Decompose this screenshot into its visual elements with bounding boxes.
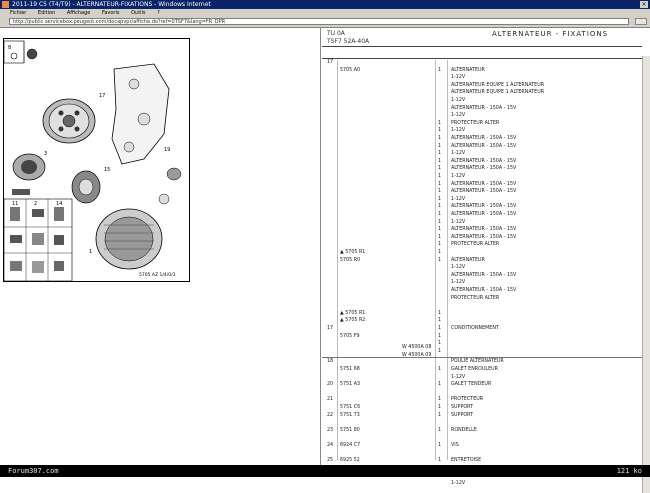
table-cell-desc: PROTECTEUR xyxy=(451,397,484,403)
table-cell-q: 1 xyxy=(438,397,442,403)
table-cell-code: 5751 A3 xyxy=(340,382,361,388)
table-cell-desc: GALET ENROULEUR xyxy=(451,367,498,372)
table-cell-desc: ALTERNATEUR - 150A - 15V xyxy=(451,105,517,111)
diagram-label: 1 xyxy=(89,249,93,255)
table-cell-desc: 1-12V xyxy=(451,265,466,271)
table-cell-q: 1 xyxy=(438,189,442,195)
table-cell-num: 22 xyxy=(327,412,334,418)
status-bar xyxy=(0,465,650,477)
go-button[interactable] xyxy=(635,18,647,25)
table-cell-desc: ALTERNATEUR - 150A - 15V xyxy=(451,158,517,164)
small-parts-grid xyxy=(4,199,72,281)
table-cell-q: 1 xyxy=(438,443,442,448)
table-cell-desc: 1-12V xyxy=(451,481,466,486)
status-left: Forum307.com xyxy=(8,467,59,475)
table-cell-q: 1 xyxy=(438,412,442,418)
menu-item-help[interactable]: ? xyxy=(157,10,160,16)
tensioner-graphic xyxy=(12,154,45,195)
table-cell-desc: 1-12V xyxy=(451,75,466,81)
table-cell-desc: ENTRETOISE xyxy=(451,458,482,464)
close-icon[interactable]: × xyxy=(641,1,647,8)
table-cell-desc: ALTERNATEUR - 150A - 15V xyxy=(451,212,517,217)
diagram-label: 15 xyxy=(104,167,111,173)
table-cell-code: 5751 73 xyxy=(340,412,360,418)
table-row[interactable] xyxy=(322,481,642,489)
table-cell-q: 1 xyxy=(438,250,442,255)
reference-label: W 4500A 09 xyxy=(402,353,432,358)
table-cell-desc: ALTERNATEUR EQUIPE 1 ALTERNATEUR xyxy=(451,90,545,96)
parts-title: ALTERNATEUR - FIXATIONS xyxy=(492,30,609,38)
table-cell-code: 5751 80 xyxy=(340,427,360,433)
diagram-label: 19 xyxy=(164,147,171,153)
exploded-parts-diagram xyxy=(3,38,190,282)
table-cell-q: 1 xyxy=(438,257,442,263)
diagram-label: 17 xyxy=(99,93,106,99)
table-cell-desc: VIS xyxy=(451,443,459,448)
table-cell-desc: ALTERNATEUR xyxy=(451,257,485,263)
table-cell-desc: ALTERNATEUR - 150A - 15V xyxy=(451,143,517,149)
table-cell-q: 1 xyxy=(438,367,442,372)
table-cell-q: 1 xyxy=(438,212,442,217)
status-right: 121 ko xyxy=(616,467,642,475)
table-cell-desc: 1-12V xyxy=(451,174,466,179)
menu-bar xyxy=(0,9,650,17)
parts-subref: TSF7 52A-40A xyxy=(327,38,370,45)
table-cell-desc: SUPPORT xyxy=(451,405,474,410)
browser-icon xyxy=(2,1,9,8)
bracket-graphic xyxy=(112,64,169,164)
table-cell-q: 1 xyxy=(438,204,442,210)
table-cell-q: 1 xyxy=(438,333,442,339)
menu-item-edit[interactable]: Edition xyxy=(37,10,56,16)
table-cell-code: ▲ 5705 R1 xyxy=(340,310,366,316)
table-cell-desc: 1-12V xyxy=(451,196,466,202)
table-cell-q: 1 xyxy=(438,174,442,179)
table-cell-q: 1 xyxy=(438,219,442,225)
pulley-graphic xyxy=(43,99,95,143)
table-cell-q: 1 xyxy=(438,227,442,233)
table-cell-q: 1 xyxy=(438,382,442,388)
table-cell-q: 1 xyxy=(438,120,442,126)
diagram-footer: 5705 AZ 1/4/0/3 xyxy=(139,273,176,278)
diagram-label: 3 xyxy=(44,151,48,157)
table-cell-desc: GALET TENDEUR xyxy=(451,382,492,388)
diagram-label: 14 xyxy=(56,201,63,207)
table-cell-desc: ALTERNATEUR - 150A - 15V xyxy=(451,181,517,187)
table-cell-desc: PROTECTEUR ALTER xyxy=(451,120,500,126)
table-cell-desc: ALTERNATEUR - 150A - 15V xyxy=(451,234,517,240)
table-cell-q: 1 xyxy=(438,151,442,157)
table-cell-code: ▲ 5705 R1 xyxy=(340,250,366,255)
table-cell-desc: 1-12V xyxy=(451,280,466,286)
table-cell-num: 21 xyxy=(327,397,334,403)
table-cell-desc: ALTERNATEUR - 150A - 15V xyxy=(451,189,517,195)
table-cell-q: 1 xyxy=(438,341,442,347)
table-cell-num: 25 xyxy=(327,458,334,464)
table-cell-desc: PROTECTEUR ALTER xyxy=(451,295,500,301)
table-cell-q: 1 xyxy=(438,143,442,149)
table-cell-desc: 1-12V xyxy=(451,128,466,134)
table-cell-code: 5705 A0 xyxy=(340,67,361,73)
table-cell-desc: ALTERNATEUR xyxy=(451,67,485,73)
table-cell-desc: POULIE ALTERNATEUR xyxy=(451,359,504,365)
table-cell-num: 17 xyxy=(327,60,334,65)
window-titlebar xyxy=(0,0,650,9)
table-cell-code: 5705 R0 xyxy=(340,257,361,263)
table-cell-code: 6924 C7 xyxy=(340,443,361,448)
table-cell-num: 20 xyxy=(327,382,334,388)
menu-item-view[interactable]: Affichage xyxy=(66,10,91,16)
table-cell-desc: PROTECTEUR ALTER xyxy=(451,242,500,248)
table-cell-q: 1 xyxy=(438,427,442,433)
diagram-label: 8 xyxy=(8,45,12,51)
table-cell-q: 1 xyxy=(438,318,442,324)
table-cell-q: 1 xyxy=(438,326,442,331)
menu-item-tools[interactable]: Outils xyxy=(131,10,146,16)
table-cell-desc: ALTERNATEUR - 150A - 15V xyxy=(451,272,517,278)
table-cell-code: ▲ 5705 R2 xyxy=(340,318,366,324)
diagram-label: 2 xyxy=(34,201,38,207)
table-cell-desc: ALTERNATEUR - 150A - 15V xyxy=(451,288,517,293)
table-cell-num: 23 xyxy=(327,427,334,433)
table-cell-desc: 1-12V xyxy=(451,151,466,157)
table-cell-q: 1 xyxy=(438,128,442,134)
menu-item-file[interactable]: Fichier xyxy=(10,10,27,16)
table-cell-desc: 1-12V xyxy=(451,98,466,103)
table-cell-q: 1 xyxy=(438,234,442,240)
table-cell-desc: CONDITIONNEMENT xyxy=(451,326,499,331)
header-divider xyxy=(322,58,642,59)
table-cell-code: 5751 68 xyxy=(340,367,360,372)
table-cell-code: 5751 C6 xyxy=(340,405,361,410)
window-title: 2011-19 C5 (T4/T9) - ALTERNATEUR-FIXATIONS - Windows Internet xyxy=(12,1,211,8)
table-cell-num: 17 xyxy=(327,326,334,331)
table-cell-code: 5705 F9 xyxy=(340,333,360,339)
table-cell-q: 1 xyxy=(438,458,442,464)
table-cell-q: 1 xyxy=(438,348,442,354)
table-cell-q: 1 xyxy=(438,136,442,141)
table-cell-desc: 1-12V xyxy=(451,374,466,380)
table-cell-q: 1 xyxy=(438,158,442,164)
table-cell-desc: 1-12V xyxy=(451,113,466,119)
table-cell-desc: ALTERNATEUR - 150A - 15V xyxy=(451,227,517,233)
table-cell-num: 18 xyxy=(327,359,334,365)
alternator-graphic xyxy=(96,168,181,269)
legend-box-top xyxy=(4,41,24,63)
table-cell-q: 1 xyxy=(438,196,442,202)
table-cell-q: 1 xyxy=(438,181,442,187)
table-cell-desc: ALTERNATEUR - 150A - 15V xyxy=(451,136,517,141)
table-cell-code: 6925 52 xyxy=(340,458,360,464)
table-cell-num: 24 xyxy=(327,443,334,448)
address-bar xyxy=(0,17,650,28)
diagram-label: 11 xyxy=(12,201,19,207)
table-cell-desc: 1-12V xyxy=(451,219,466,225)
parts-ref: TU 0A xyxy=(327,30,345,37)
table-cell-q: 1 xyxy=(438,405,442,410)
table-cell-desc: ALTERNATEUR EQUIPE 1 ALTERNATEUR xyxy=(451,82,545,88)
panel-divider xyxy=(320,28,321,465)
table-cell-q: 1 xyxy=(438,67,442,73)
address-input[interactable]: http://public.servicebox.peugeot.com/docapvpr/affiche.do?ref=0TSF7&lang=FR_DPR xyxy=(9,18,629,25)
table-cell-q: 1 xyxy=(438,242,442,248)
table-cell-q: 1 xyxy=(438,310,442,316)
idler-pulley-graphic xyxy=(72,171,100,203)
table-cell-q: 1 xyxy=(438,166,442,172)
table-cell-desc: ALTERNATEUR - 150A - 15V xyxy=(451,204,517,210)
reference-label: W 4500A 08 xyxy=(402,345,432,350)
scrollbar[interactable] xyxy=(642,56,650,493)
table-cell-desc: RONDELLE xyxy=(451,427,477,433)
table-cell-desc: SUPPORT xyxy=(451,412,474,418)
table-cell-desc: ALTERNATEUR - 150A - 15V xyxy=(451,166,517,172)
header-divider xyxy=(322,46,642,47)
menu-item-favorites[interactable]: Favoris xyxy=(101,10,120,16)
